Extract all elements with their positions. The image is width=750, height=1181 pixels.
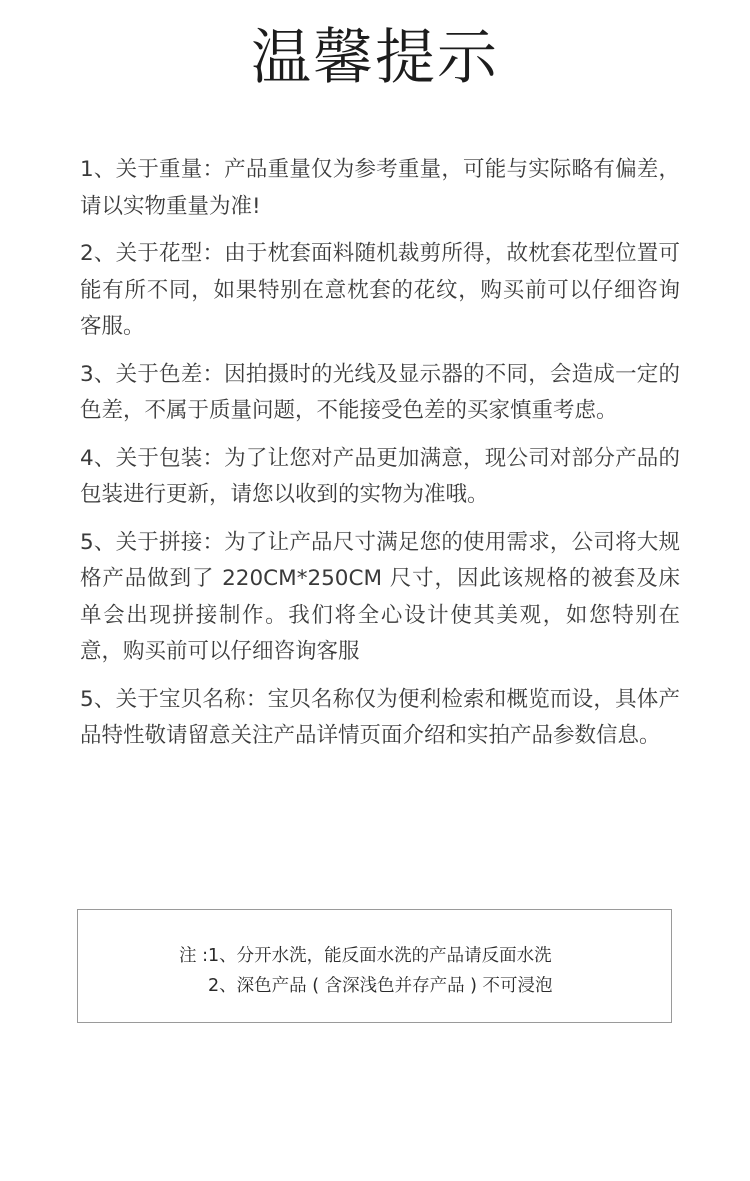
care-instruction-line: 2、深色产品 ( 含深浅色并存产品 ) 不可浸泡 <box>208 976 553 996</box>
care-instruction-line: 注 :1、分开水洗，能反面水洗的产品请反面水洗 <box>179 946 552 966</box>
note-packaging: 4、关于包装：为了让您对产品更加满意，现公司对部分产品的包装进行更新，请您以收到的实物为准哦。 <box>80 445 680 507</box>
note-product-name: 5、关于宝贝名称：宝贝名称仅为便利检索和概览而设，具体产品特性敬请留意关注产品详情页面介绍和实拍产品参数信息。 <box>80 686 680 748</box>
page-title: 温馨提示 <box>251 23 499 93</box>
note-splicing: 5、关于拼接：为了让产品尺寸满足您的使用需求，公司将大规格产品做到了 220CM*250CM 尺寸，因此该规格的被套及床单会出现拼接制作。我们将全心设计使其美观，如您特别在意，购买前可以仔细咨询客服 <box>80 529 680 664</box>
notes-list <box>80 152 680 766</box>
note-weight: 1、关于重量：产品重量仅为参考重量，可能与实际略有偏差，请以实物重量为准! <box>80 157 680 219</box>
note-color-difference: 3、关于色差：因拍摄时的光线及显示器的不同，会造成一定的色差，不属于质量问题，不能接受色差的买家慎重考虑。 <box>80 361 680 423</box>
care-instructions-box <box>77 909 672 1023</box>
note-pattern: 2、关于花型：由于枕套面料随机裁剪所得，故枕套花型位置可能有所不同，如果特别在意枕套的花纹，购买前可以仔细咨询客服。 <box>80 241 680 339</box>
